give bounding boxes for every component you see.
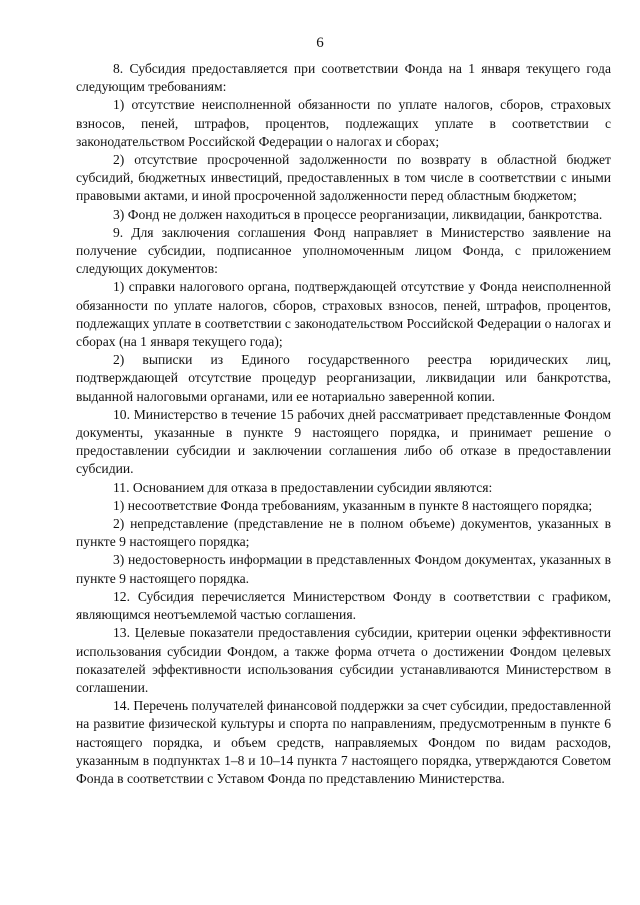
paragraph-9-item-1: 1) справки налогового органа, подтверждающей отсутствие у Фонда неисполненной обязанности по уплате налогов, сборов, страховых взносов, пеней, штрафов, процентов, подлежащих уплате в соответствии с законодательством Российской Федерации о налогах и сборах (на 1 января текущего года);	[76, 279, 611, 350]
paragraph-13: 13. Целевые показатели предоставления субсидии, критерии оценки эффективности использования субсидии Фондом, а также форма отчета о достижении Фондом целевых показателей эффективности использования субсидии устанавливаются Министерством в соглашении.	[76, 625, 611, 695]
paragraph-8-item-3: 3) Фонд не должен находиться в процессе реорганизации, ликвидации, банкротства.	[113, 206, 603, 222]
page-number: 6	[316, 35, 324, 51]
paragraph-11-item-3: 3) недостоверность информации в представленных Фондом документах, указанных в пункте 9 настоящего порядка.	[76, 552, 611, 586]
paragraph-11-item-2: 2) непредставление (представление не в полном объеме) документов, указанных в пункте 9 настоящего порядка;	[76, 516, 611, 550]
paragraph-11-item-1: 1) несоответствие Фонда требованиям, указанным в пункте 8 настоящего порядка;	[113, 497, 593, 513]
paragraph-8-item-2: 2) отсутствие просроченной задолженности по возврату в областной бюджет субсидий, бюджетных инвестиций, предоставленных в том числе в соответствии с иными правовыми актами, и иной просроченной задолженности перед областным бюджетом;	[76, 152, 611, 204]
paragraph-9-item-2: 2) выписки из Единого государственного реестра юридических лиц, подтверждающей отсутствие процедур реорганизации, ликвидации или банкротства, выданной налоговыми органами, или ее нотариально заверенной копии.	[76, 352, 611, 404]
paragraph-8: 8. Субсидия предоставляется при соответствии Фонда на 1 января текущего года следующим требованиям:	[76, 61, 611, 95]
paragraph-11: 11. Основанием для отказа в предоставлении субсидии являются:	[113, 479, 493, 495]
document-body	[76, 60, 611, 788]
paragraph-12: 12. Субсидия перечисляется Министерством Фонду в соответствии с графиком, являющимся неотъемлемой частью соглашения.	[76, 588, 611, 623]
paragraph-14: 14. Перечень получателей финансовой поддержки за счет субсидии, предоставленной на развитие физической культуры и спорта по направлениям, предусмотренным в пункте 6 настоящего порядка, и объем средств, направляемых Фондом по видам расходов, указанным в подпунктах 1–8 и 10–14 пункта 7 настоящего порядка, утверждаются Советом Фонда в соответствии с Уставом Фонда по представлению Министерства.	[76, 698, 611, 786]
paragraph-9: 9. Для заключения соглашения Фонд направляет в Министерство заявление на получение субсидии, подписанное уполномоченным лицом Фонда, с приложением следующих документов:	[76, 224, 611, 277]
paragraph-8-item-1: 1) отсутствие неисполненной обязанности по уплате налогов, сборов, страховых взносов, пеней, штрафов, процентов, подлежащих уплате в соответствии с законодательством Российской Федерации о налогах и сборах;	[76, 97, 611, 149]
paragraph-10: 10. Министерство в течение 15 рабочих дней рассматривает представленные Фондом документы, указанные в пункте 9 настоящего порядка, и принимает решение о предоставлении субсидии и заключении соглашения либо об отказе в предоставлении субсидии.	[76, 406, 611, 477]
